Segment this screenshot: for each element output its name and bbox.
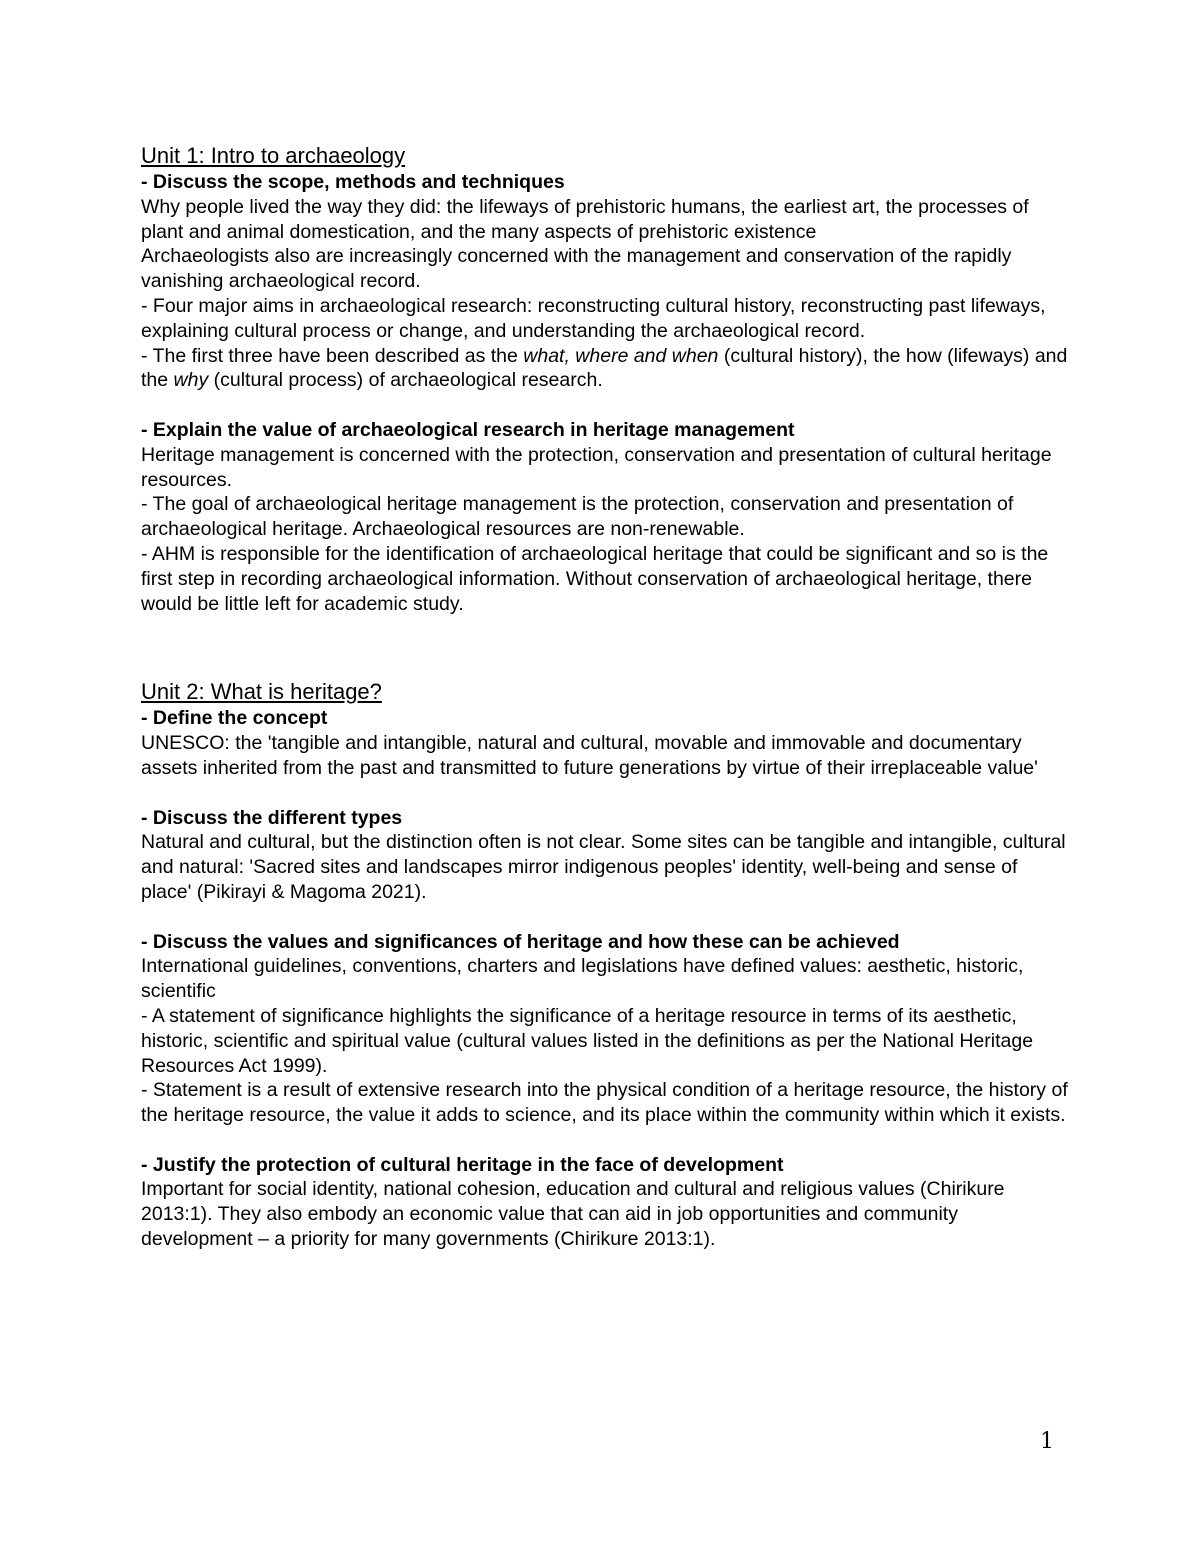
unit-2-section-2-paragraph-1: Natural and cultural, but the distinction often is not clear. Some sites can be tangible and intangible, cultural and natural: 'Sacred sites and landscapes mirror indigenous peoples' identity, well-being and sense of place' (Pikirayi & Magoma 2021). xyxy=(141,831,1066,903)
unit-2-section-4-heading: - Justify the protection of cultural heritage in the face of development xyxy=(141,1153,784,1176)
unit-1-section-2-heading: - Explain the value of archaeological research in heritage management xyxy=(141,418,795,441)
unit-2-section-3-paragraph-2: - A statement of significance highlights the significance of a heritage resource in terms of its aesthetic, historic, scientific and spiritual value (cultural values listed in the definitions as per the National Heritage Resources Act 1999). xyxy=(141,1004,1034,1077)
spacer xyxy=(141,616,1071,678)
spacer xyxy=(141,781,1071,806)
paragraph-text: (cultural process) of archaeological research. xyxy=(208,369,603,392)
page-number: 1 xyxy=(1040,1429,1054,1454)
unit-1-section-1-paragraph-2: Archaeologists also are increasingly concerned with the management and conservation of the rapidly vanishing archaeological record. xyxy=(141,245,1012,293)
unit-2-section-2-heading: - Discuss the different types xyxy=(141,806,403,829)
spacer xyxy=(141,905,1071,930)
unit-1-section-1-heading: - Discuss the scope, methods and techniques xyxy=(141,171,565,193)
italic-text: what, where and when xyxy=(523,344,719,367)
spacer xyxy=(141,393,1071,418)
unit-1-section-1-paragraph-1: Why people lived the way they did: the lifeways of prehistoric humans, the earliest art, the processes of plant and animal domestication, and the many aspects of prehistoric existence xyxy=(141,195,1029,243)
document-page xyxy=(141,142,1071,1252)
spacer xyxy=(141,1128,1071,1153)
unit-2-section-1-paragraph-1: UNESCO: the 'tangible and intangible, natural and cultural, movable and immovable and documentary assets inherited from the past and transmitted to future generations by virtue of their irreplaceable value' xyxy=(141,732,1038,779)
unit-2-title: Unit 2: What is heritage? xyxy=(141,679,382,705)
unit-1-section-1-paragraph-4 xyxy=(141,344,1071,394)
unit-1-section-1-paragraph-3: - Four major aims in archaeological research: reconstructing cultural history, reconstructing past lifeways, explaining cultural process or change, and understanding the archaeological record. xyxy=(141,294,1046,342)
unit-1-section-2-paragraph-1: Heritage management is concerned with the protection, conservation and presentation of cultural heritage resources. xyxy=(141,443,1052,491)
paragraph-text: (cultural history), the how (lifeways) and the xyxy=(141,344,1068,392)
unit-1-title: Unit 1: Intro to archaeology xyxy=(141,143,406,168)
paragraph-text: - The first three have been described as the xyxy=(141,344,524,367)
unit-2-section-3-paragraph-1: International guidelines, conventions, charters and legislations have defined values: aesthetic, historic, scientific xyxy=(141,955,1024,1003)
unit-1-section-2-paragraph-3: - AHM is responsible for the identification of archaeological heritage that could be significant and so is the first step in recording archaeological information. Without conservation of archaeological heritage, there would be little left for academic study. xyxy=(141,542,1049,615)
unit-2-section-1-heading: - Define the concept xyxy=(141,707,328,730)
unit-1-section-2-paragraph-2: - The goal of archaeological heritage management is the protection, conservation and presentation of archaeological heritage. Archaeological resources are non-renewable. xyxy=(141,493,1014,541)
unit-2-section-4-paragraph-1: Important for social identity, national cohesion, education and cultural and religious values (Chirikure 2013:1). They also embody an economic value that can aid in job opportunities and community development – a priority for many governments (Chirikure 2013:1). xyxy=(141,1178,1005,1251)
unit-2-section-3-heading: - Discuss the values and significances of heritage and how these can be achieved xyxy=(141,930,900,953)
unit-2-section-3-paragraph-3: - Statement is a result of extensive research into the physical condition of a heritage resource, the history of the heritage resource, the value it adds to science, and its place within the community within which it exists. xyxy=(141,1079,1068,1127)
italic-text: why xyxy=(173,369,209,392)
